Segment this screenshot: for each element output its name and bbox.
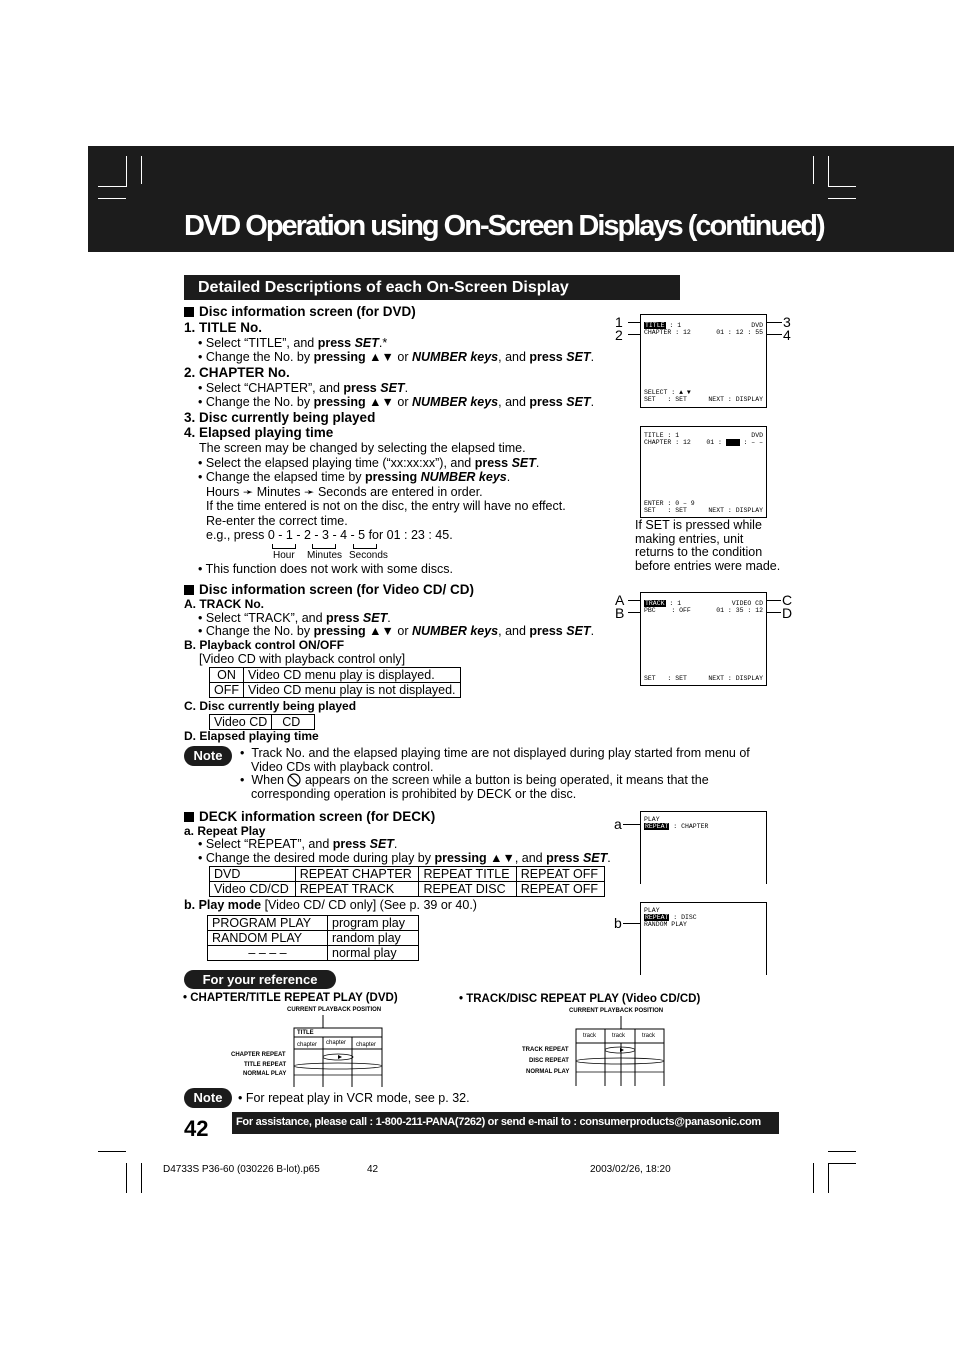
pbc-table: [209, 667, 461, 698]
track-line1: • Select “TRACK”, and press SET.: [198, 611, 391, 625]
screen-set: SET : SET: [644, 396, 687, 403]
elapsed-warn1: If the time entered is not on the disc, the entry will have no effect.: [206, 499, 566, 513]
table-row: [208, 946, 419, 961]
elapsed-note: • This function does not work with some discs.: [198, 562, 453, 576]
crop-mark: [98, 186, 126, 187]
table-cell: CD: [272, 715, 315, 730]
deck-heading: DECK information screen (for DECK): [184, 809, 435, 824]
screen-label: C: [782, 592, 793, 608]
section-title: Detailed Descriptions of each On-Screen Display: [198, 279, 569, 296]
label-hour: Hour: [273, 550, 295, 561]
chapter-no-line1: • Select “CHAPTER”, and press SET.: [198, 381, 409, 395]
leader-line: [623, 923, 640, 924]
table-row: [210, 867, 605, 882]
vcd-note-1b: Video CDs with playback control.: [251, 760, 434, 774]
deck-repeat-screen: [640, 811, 767, 884]
dvd-repeat-heading: • CHAPTER/TITLE REPEAT PLAY (DVD): [183, 992, 398, 1004]
crop-mark: [141, 1163, 142, 1193]
table-cell: Video CD: [210, 715, 272, 730]
screen-track-row: TRACK : 1: [645, 600, 682, 607]
table-row: [208, 931, 419, 946]
diagram-row-label: CHAPTER REPEAT: [231, 1052, 286, 1058]
note-badge: Note: [184, 746, 232, 766]
table-cell: REPEAT CHAPTER: [295, 867, 419, 882]
disc-table: [209, 714, 315, 730]
dvd-info-screen: [640, 314, 767, 408]
vcd-note-2: • When appears on the screen while a button is being operated, it means that the: [240, 773, 709, 787]
mode-table: [207, 915, 419, 961]
diagram-track: track: [583, 1033, 597, 1039]
diagram-track: track: [642, 1033, 656, 1039]
screen-play: PLAY: [644, 816, 660, 823]
leader-line: [628, 322, 640, 323]
crop-mark: [98, 198, 126, 199]
table-cell: OFF: [210, 683, 244, 698]
prohibited-icon: [287, 773, 301, 787]
table-cell: REPEAT TRACK: [295, 882, 419, 897]
table-cell: REPEAT OFF: [516, 882, 604, 897]
table-cell: Video CD menu play is displayed.: [244, 668, 461, 683]
table-cell: RANDOM PLAY: [208, 931, 328, 946]
diagram-chapter: chapter: [356, 1042, 377, 1048]
screen-next: NEXT : DISPLAY: [708, 396, 763, 403]
repeat-heading: a. Repeat Play: [184, 824, 266, 838]
vcd-note-1: • Track No. and the elapsed playing time are not displayed during play started from menu of: [240, 746, 750, 760]
screen-label: 1: [615, 314, 623, 330]
dvd-heading: Disc information screen (for DVD): [184, 304, 416, 319]
repeat-line2: • Change the desired mode during play by pressing ▲▼, and press SET.: [198, 851, 611, 865]
diagram-row-label: NORMAL PLAY: [243, 1071, 287, 1077]
leader-line: [628, 334, 640, 335]
elapsed-line1: • Select the elapsed playing time (“xx:xx:xx”), and press SET.: [198, 456, 540, 470]
elapsed-heading: 4. Elapsed playing time: [184, 425, 334, 440]
table-row: [208, 916, 419, 931]
screen-caption: returns to the condition: [635, 545, 763, 559]
print-file: D4733S P36-60 (030226 B-lot).p65: [163, 1164, 320, 1175]
table-cell: REPEAT TITLE: [419, 867, 516, 882]
crop-mark: [828, 1163, 829, 1193]
table-cell: program play: [328, 916, 419, 931]
table-cell: DVD: [210, 867, 296, 882]
vcd-elapsed-heading: D. Elapsed playing time: [184, 729, 319, 743]
diagram-position-label: CURRENT PLAYBACK POSITION: [569, 1008, 664, 1014]
elapsed-order: Hours ➛ Minutes ➛ Seconds are entered in order.: [206, 485, 483, 499]
track-heading: A. TRACK No.: [184, 597, 264, 611]
disc-playing-heading: 3. Disc currently being played: [184, 410, 376, 425]
print-page: 42: [367, 1164, 379, 1175]
screen-disc: DVD: [751, 432, 763, 439]
diagram-position-label: CURRENT PLAYBACK POSITION: [287, 1007, 382, 1013]
diagram-track: track: [612, 1033, 626, 1039]
screen-label: D: [782, 605, 793, 621]
diagram-row-label: TRACK REPEAT: [522, 1047, 569, 1053]
screen-time: 01 : 12 : 55: [716, 329, 763, 336]
dvd-time-entry-screen: [640, 426, 767, 518]
screen-play: PLAY: [644, 907, 660, 914]
screen-chapter-row: CHAPTER : 12: [644, 439, 691, 446]
leader-line: [628, 612, 640, 613]
screen-pbc-row: PBC : OFF: [644, 607, 691, 614]
table-cell: REPEAT OFF: [516, 867, 604, 882]
crop-mark: [828, 1151, 856, 1152]
note-badge: Note: [184, 1088, 232, 1108]
leader-line: [628, 600, 640, 601]
print-date: 2003/02/26, 18:20: [590, 1164, 671, 1175]
screen-random: RANDOM PLAY: [644, 921, 687, 928]
crop-mark: [813, 156, 814, 184]
diagram-row-label: TITLE REPEAT: [244, 1062, 287, 1068]
diagram-row-label: NORMAL PLAY: [526, 1069, 570, 1075]
elapsed-example: e.g., press 0 - 1 - 2 - 3 - 4 - 5 for 01 : 23 : 45.: [206, 528, 453, 542]
screen-next: NEXT : DISPLAY: [708, 507, 763, 514]
diagram-title: TITLE: [297, 1030, 314, 1036]
vcd-note-2b: corresponding operation is prohibited by DECK or the disc.: [251, 787, 577, 801]
table-cell: normal play: [328, 946, 419, 961]
screen-disc: DVD: [751, 322, 763, 329]
crop-mark: [813, 1163, 814, 1193]
leader-line: [766, 612, 781, 613]
reference-badge: For your reference: [184, 970, 336, 989]
vcd-heading: Disc information screen (for Video CD/ CD): [184, 582, 474, 597]
title-no-line1: • Select “TITLE”, and press SET.*: [198, 336, 388, 350]
label-minutes: Minutes: [307, 550, 343, 561]
table-row: [210, 683, 461, 698]
screen-repeat-row: REPEAT : CHAPTER: [645, 823, 709, 830]
crop-mark: [141, 156, 142, 184]
chapter-no-line2: • Change the No. by pressing ▲▼ or NUMBER keys, and press SET.: [198, 395, 595, 409]
vcd-repeat-heading: • TRACK/DISC REPEAT PLAY (Video CD/CD): [459, 993, 701, 1005]
table-cell: random play: [328, 931, 419, 946]
screen-caption: making entries, unit: [635, 532, 744, 546]
screen-set: SET : SET: [644, 675, 687, 682]
diagram-row-label: DISC REPEAT: [529, 1058, 569, 1064]
mode-heading: b. Play mode [Video CD/ CD only] (See p. 39 or 40.): [184, 898, 477, 912]
screen-chapter-row: CHAPTER : 12: [644, 329, 691, 336]
title-no-heading: 1. TITLE No.: [184, 320, 263, 335]
screen-label: 4: [783, 327, 791, 343]
diagram-chapter: chapter: [326, 1040, 347, 1046]
repeat-table: [209, 866, 605, 897]
diagram-chapter: chapter: [297, 1042, 318, 1048]
screen-time: 01 : : – –: [706, 439, 763, 446]
screen-label: 3: [783, 314, 791, 330]
elapsed-desc: The screen may be changed by selecting the elapsed time.: [199, 441, 526, 455]
leader-line: [623, 824, 640, 825]
vcd-info-screen: [640, 592, 767, 686]
crop-mark: [98, 1151, 126, 1152]
screen-label: A: [615, 592, 625, 608]
crop-mark: [828, 186, 856, 187]
crop-mark: [126, 1163, 127, 1193]
leader-line: [766, 334, 782, 335]
elapsed-warn2: Re-enter the correct time.: [206, 514, 348, 528]
screen-set: SET : SET: [644, 507, 687, 514]
screen-select: SELECT : ▲ ▼: [644, 389, 691, 396]
leader-line: [766, 322, 782, 323]
page-title: DVD Operation using On-Screen Displays (continued): [184, 210, 824, 242]
deck-playmode-screen: [640, 902, 767, 975]
bottom-note-text: • For repeat play in VCR mode, see p. 32.: [238, 1091, 470, 1105]
screen-label: 2: [615, 327, 623, 343]
crop-mark: [828, 1163, 856, 1164]
title-no-line2: • Change the No. by pressing ▲▼ or NUMBER keys, and press SET.: [198, 350, 595, 364]
label-seconds: Seconds: [349, 550, 388, 561]
chapter-no-heading: 2. CHAPTER No.: [184, 365, 290, 380]
pbc-heading: B. Playback control ON/OFF: [184, 638, 345, 652]
screen-disc: VIDEO CD: [731, 600, 763, 607]
track-line2: • Change the No. by pressing ▲▼ or NUMBER keys, and press SET.: [198, 624, 595, 638]
crop-mark: [828, 198, 856, 199]
screen-title-row: TITLE : 1: [645, 322, 682, 329]
crop-mark: [828, 156, 829, 187]
table-cell: PROGRAM PLAY: [208, 916, 328, 931]
disc-heading: C. Disc currently being played: [184, 699, 357, 713]
table-cell: Video CD/CD: [210, 882, 296, 897]
table-cell: – – – –: [208, 946, 328, 961]
screen-label: b: [614, 915, 622, 931]
screen-repeat-row: REPEAT : DISC: [645, 914, 697, 921]
screen-caption: before entries were made.: [635, 559, 781, 573]
page-number: 42: [184, 1116, 209, 1141]
screen-time: 01 : 35 : 12: [716, 607, 763, 614]
table-cell: REPEAT DISC: [419, 882, 516, 897]
screen-enter: ENTER : 0 – 9: [644, 500, 695, 507]
table-row: [210, 882, 605, 897]
crop-mark: [126, 156, 127, 187]
screen-caption: If SET is pressed while: [635, 518, 762, 532]
screen-label: B: [615, 605, 625, 621]
elapsed-line2: • Change the elapsed time by pressing NUMBER keys.: [198, 470, 511, 484]
table-row: [210, 715, 315, 730]
leader-line: [766, 600, 781, 601]
repeat-line1: • Select “REPEAT”, and press SET.: [198, 837, 398, 851]
table-cell: Video CD menu play is not displayed.: [244, 683, 461, 698]
assistance-text: For assistance, please call : 1-800-211-PANA(7262) or send e-mail to : consumerproducts@panasonic.com: [236, 1116, 761, 1128]
screen-label: a: [614, 816, 622, 832]
pbc-note: [Video CD with playback control only]: [199, 652, 406, 666]
screen-next: NEXT : DISPLAY: [708, 675, 763, 682]
table-row: [210, 668, 461, 683]
table-cell: ON: [210, 668, 244, 683]
screen-title-row: TITLE : 1: [644, 432, 680, 439]
